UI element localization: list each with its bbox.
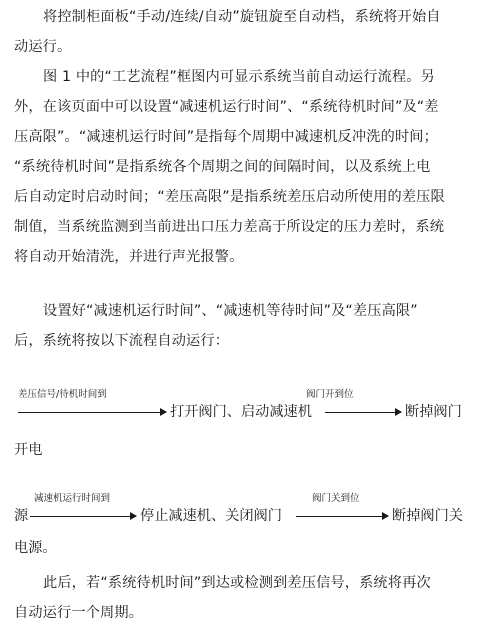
flow-continuation: 开电: [14, 442, 43, 458]
flow-label-trigger: 差压信号/待机时间到: [18, 389, 107, 400]
flow-label-reducer-time: 减速机运行时间到: [34, 493, 111, 504]
text-line: 自动运行一个周期。: [14, 605, 144, 621]
flow-label-valve-open: 阀门开到位: [306, 389, 354, 400]
flow-prefix: 源: [14, 508, 29, 524]
paragraph-auto-mode: [14, 2, 486, 62]
text-line: 设置好“减速机运行时间”、“减速机等待时间”及“差压高限”: [43, 303, 418, 319]
flow-step-open-valve: 打开阀门、启动减速机: [170, 404, 312, 420]
text-line: 后自动定时启动时间；“差压高限”是指系统差压启动所使用的差压限: [14, 189, 445, 205]
text-line: 动运行。: [14, 39, 72, 55]
arrow-right-icon: [18, 412, 166, 413]
text-line: 将控制柜面板“手动/连续/自动”旋钮旋至自动档，系统将开始自: [43, 9, 441, 25]
text-line: 图 1 中的“工艺流程”框图内可显示系统当前自动运行流程。另: [43, 69, 435, 85]
paragraph-settings: [14, 296, 486, 356]
text-line: 后，系统将按以下流程自动运行：: [14, 333, 230, 349]
flow-step-stop-reducer: 停止减速机、关闭阀门: [140, 508, 282, 524]
text-line: 制值，当系统监测到当前进出口压力差高于所设定的压力差时，系统: [14, 219, 445, 235]
arrow-right-icon: [30, 516, 136, 517]
text-line: “系统待机时间”是指系统各个周期之间的间隔时间，以及系统上电: [14, 159, 431, 175]
flow-step-cut-valve-power: 断掉阀门关: [392, 508, 463, 524]
text-line: 压高限”。“减速机运行时间”是指每个周期中减速机反冲洗的时间；: [14, 129, 438, 145]
text-line: 外，在该页面中可以设置“减速机运行时间”、“系统待机时间”及“差: [14, 99, 439, 115]
arrow-right-icon: [296, 516, 388, 517]
flow-continuation: 电源。: [14, 540, 57, 556]
arrow-right-icon: [325, 412, 401, 413]
text-line: 此后，若“系统待机时间”到达或检测到差压信号，系统将再次: [43, 575, 431, 591]
text-line: 将自动开始清洗，并进行声光报警。: [14, 249, 244, 265]
flow-label-valve-closed: 阀门关到位: [312, 493, 360, 504]
paragraph-repeat-cycle: [14, 568, 486, 628]
paragraph-process-flow: [14, 62, 486, 272]
flow-step-cut-valve: 断掉阀门: [405, 404, 462, 420]
